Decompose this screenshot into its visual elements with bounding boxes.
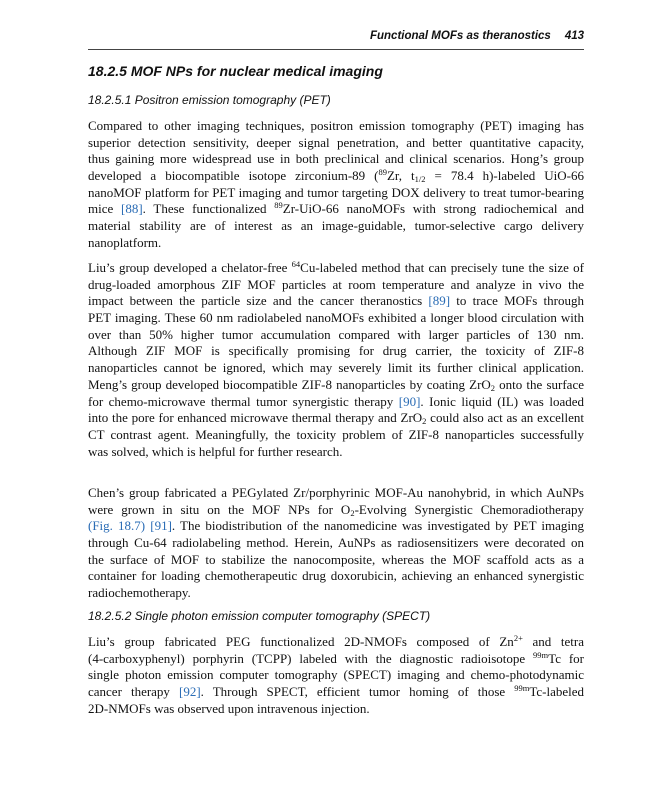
text-segment: Meng’s group developed biocompatible ZIF-8 nanoparticles by coating ZrO bbox=[88, 376, 491, 392]
text-segment: Chen’s group fabricated a PEGylated Zr/porphyrinic MOF-Au nanohybrid, in which AuNPs bbox=[88, 485, 584, 500]
text-line bbox=[88, 135, 584, 152]
text-line bbox=[88, 634, 584, 651]
text-segment: . The biodistribution of the nanomedicine was investigated by PET imaging bbox=[171, 518, 585, 534]
citation-link[interactable]: [92] bbox=[178, 684, 201, 700]
text-segment: superior detection sensitivity, deeper signal penetration, and better quantitative capacity, bbox=[88, 134, 584, 150]
text-line bbox=[88, 277, 584, 294]
supscript-text: 99m bbox=[533, 649, 549, 660]
text-line bbox=[88, 568, 584, 585]
text-line bbox=[88, 701, 584, 718]
text-segment: nanoparticles cannot be ignored, which may severely limit its further clinical application. bbox=[88, 360, 584, 376]
subscript-text: 1/2 bbox=[414, 174, 426, 185]
text-line bbox=[88, 651, 584, 668]
text-segment: impact between the particle size and the cancer theranostics bbox=[88, 293, 429, 309]
text-segment: and tetra bbox=[522, 634, 584, 649]
citation-link[interactable]: (Fig. 18.7) bbox=[88, 518, 146, 534]
paragraph bbox=[88, 634, 584, 717]
text-line bbox=[88, 218, 584, 235]
text-segment: Liu’s group fabricated PEG functionalized 2D-NMOFs composed of Zn bbox=[88, 634, 514, 649]
text-segment: could also act as an excellent bbox=[426, 410, 584, 426]
text-segment: Tc for bbox=[548, 650, 584, 666]
header-rule bbox=[88, 49, 584, 50]
text-line bbox=[88, 185, 584, 202]
running-title: Functional MOFs as theranostics bbox=[369, 30, 551, 42]
text-segment: Tc-labeled bbox=[529, 684, 585, 700]
text-line bbox=[88, 684, 584, 701]
text-segment: radiochemotherapy. bbox=[88, 585, 191, 601]
text-segment: = 78.4 h)-labeled UiO-66 bbox=[425, 168, 584, 184]
text-line bbox=[88, 667, 584, 684]
subsection-heading-pet: 18.2.5.1 Positron emission tomography (PET) bbox=[88, 93, 331, 107]
text-line bbox=[88, 394, 584, 411]
text-segment: container for loading chemotherapeutic drug doxorubicin, achieving an enhanced synergistic bbox=[88, 568, 584, 584]
text-segment: Zr, t bbox=[386, 168, 415, 184]
text-line bbox=[88, 502, 584, 519]
running-header bbox=[88, 30, 584, 42]
paragraph bbox=[88, 260, 584, 460]
text-segment: through Cu-64 radiolabeling method. Herein, AuNPs as radiosensitizers were decorated on bbox=[88, 535, 584, 551]
citation-link[interactable]: [90] bbox=[398, 393, 421, 409]
text-segment: Cu-labeled method that can precisely tune the size of bbox=[300, 260, 584, 275]
text-segment: mice bbox=[88, 201, 121, 217]
text-segment: -Evolving Synergistic Chemoradiotherapy bbox=[354, 501, 585, 517]
subscript-text: 2 bbox=[422, 416, 427, 427]
text-segment: single photon emission computer tomography (SPECT) imaging and chemo-photodynamic bbox=[88, 667, 584, 683]
text-segment: PET imaging. These 60 nm radiolabeled nanoMOFs exhibited a longer blood circulation with bbox=[88, 310, 584, 326]
text-line bbox=[88, 377, 584, 394]
text-line bbox=[88, 485, 584, 502]
text-line bbox=[88, 585, 584, 602]
text-segment: 2D-NMOFs was observed upon intravenous injection. bbox=[88, 700, 370, 716]
citation-link[interactable]: [91] bbox=[150, 518, 172, 534]
text-line bbox=[88, 201, 584, 218]
text-line bbox=[88, 168, 584, 185]
text-line bbox=[88, 310, 584, 327]
text-segment: the surface of MOF to stabilize the nanocomposite, whereas the MOF scaffold acts as a bbox=[88, 551, 584, 567]
text-segment: Although ZIF MOF is specifically promising for drug carrier, the toxicity of ZIF-8 bbox=[88, 343, 584, 359]
text-segment: Zr-UiO-66 nanoMOFs with strong radiochemical and bbox=[282, 201, 584, 217]
text-line bbox=[88, 552, 584, 569]
text-line bbox=[88, 260, 584, 277]
text-segment: onto the surface bbox=[495, 376, 584, 392]
supscript-text: 89 bbox=[378, 167, 387, 178]
section-heading: 18.2.5 MOF NPs for nuclear medical imaging bbox=[88, 63, 383, 79]
text-line bbox=[88, 343, 584, 360]
text-segment: . Ionic liquid (IL) was loaded bbox=[420, 393, 585, 409]
text-line bbox=[88, 293, 584, 310]
text-line bbox=[88, 518, 584, 535]
text-line bbox=[88, 360, 584, 377]
paragraph bbox=[88, 485, 584, 602]
text-line bbox=[88, 444, 584, 461]
text-segment: . These functionalized bbox=[142, 201, 275, 217]
paragraph bbox=[88, 118, 584, 252]
text-segment: nanoplatform. bbox=[88, 234, 162, 250]
text-segment: thus gaining more widespread use in both preclinical and clinical scenarios. Hong’s group bbox=[88, 151, 584, 167]
text-segment: into the pore for enhanced microwave thermal therapy and ZrO bbox=[88, 410, 423, 426]
text-line bbox=[88, 410, 584, 427]
subscript-text: 2 bbox=[350, 507, 355, 518]
supscript-text: 89 bbox=[274, 200, 283, 211]
text-segment: CT contrast agent. Meaningfully, the toxicity problem of ZIF-8 nanoparticles successfully bbox=[88, 426, 584, 442]
text-segment: drug-loaded amorphous ZIF MOF particles at room temperature and analyze in vivo the bbox=[88, 276, 584, 292]
citation-link[interactable]: [89] bbox=[428, 293, 451, 309]
text-segment: was solved, which is helpful for further research. bbox=[88, 443, 343, 459]
subsection-heading-spect: 18.2.5.2 Single photon emission computer tomography (SPECT) bbox=[88, 609, 431, 623]
citation-link[interactable]: [88] bbox=[121, 201, 143, 217]
text-segment: nanoMOF platform for PET imaging and tumor targeting DOX delivery to treat tumor-bearing bbox=[88, 184, 584, 200]
text-segment: were grown in situ on the MOF NPs for O bbox=[88, 501, 351, 517]
text-line bbox=[88, 327, 584, 344]
supscript-text: 99m bbox=[514, 683, 530, 694]
text-line bbox=[88, 535, 584, 552]
text-segment: for chemo-microwave thermal tumor synergistic therapy bbox=[88, 393, 399, 409]
text-segment: cancer therapy bbox=[88, 684, 179, 700]
page-number: 413 bbox=[564, 30, 584, 42]
subscript-text: 2 bbox=[490, 382, 496, 393]
text-line bbox=[88, 118, 584, 135]
text-segment: over than 50% higher tumor accumulation compared with larger particles of 130 nm. bbox=[88, 326, 584, 342]
text-segment: (4-carboxyphenyl) porphyrin (TCPP) labeled with the diagnostic radioisotope bbox=[88, 650, 534, 666]
text-segment: Liu’s group developed a chelator-free bbox=[88, 260, 292, 275]
text-line bbox=[88, 427, 584, 444]
supscript-text: 64 bbox=[291, 259, 301, 269]
supscript-text: 2+ bbox=[513, 633, 523, 643]
text-segment: developed a biocompatible isotope zirconium-89 ( bbox=[88, 168, 379, 184]
text-segment: to trace MOFs through bbox=[450, 293, 584, 309]
text-segment: . Through SPECT, efficient tumor homing of those bbox=[200, 684, 515, 700]
text-line bbox=[88, 151, 584, 168]
text-segment: material stability are of interest as an image-guidable, tumor-selective cargo delivery bbox=[88, 218, 584, 234]
text-segment: Compared to other imaging techniques, positron emission tomography (PET) imaging has bbox=[88, 118, 584, 133]
text-line bbox=[88, 235, 584, 252]
